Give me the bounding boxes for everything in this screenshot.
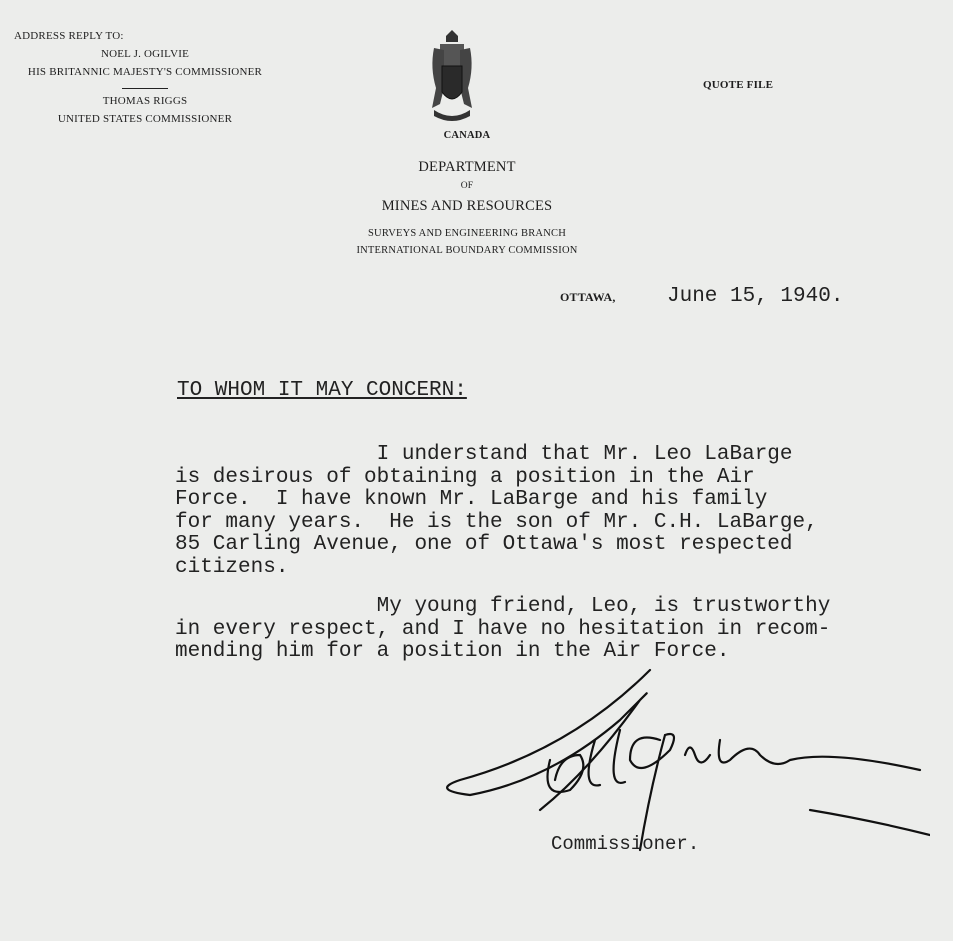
city-label: OTTAWA, bbox=[560, 290, 616, 304]
country-label: CANADA bbox=[443, 130, 491, 141]
body-line: for many years. He is the son of Mr. C.H. LaBarge, bbox=[175, 510, 818, 534]
ministry-label: MINES AND RESOURCES bbox=[381, 198, 553, 214]
body-line: is desirous of obtaining a position in the Air bbox=[175, 465, 755, 489]
paragraph-2 bbox=[175, 596, 830, 664]
file-note: QUOTE FILE bbox=[703, 79, 774, 91]
body-line: Force. I have known Mr. LaBarge and his family bbox=[175, 488, 768, 511]
commission-label: INTERNATIONAL BOUNDARY COMMISSION bbox=[356, 245, 578, 256]
commissioner2-title: UNITED STATES COMMISSIONER bbox=[57, 113, 233, 125]
of-label: OF bbox=[460, 181, 474, 191]
salutation: TO WHOM IT MAY CONCERN: bbox=[177, 379, 467, 402]
body-line: 85 Carling Avenue, one of Ottawa's most respected bbox=[175, 533, 793, 556]
commissioner1-name: NOEL J. OGILVIE bbox=[100, 48, 190, 60]
commissioner2-name: THOMAS RIGGS bbox=[102, 95, 188, 107]
commissioner1-title: HIS BRITANNIC MAJESTY'S COMMISSIONER bbox=[27, 66, 263, 78]
body-line: in every respect, and I have no hesitation in recom- bbox=[175, 617, 831, 641]
address-label: ADDRESS REPLY TO: bbox=[14, 30, 124, 42]
divider bbox=[122, 88, 168, 89]
signature bbox=[430, 660, 930, 860]
department-label: DEPARTMENT bbox=[418, 159, 516, 175]
closing-title: Commissioner. bbox=[551, 833, 700, 855]
body-line: My young friend, Leo, is trustworthy bbox=[175, 595, 831, 618]
body-line: I understand that Mr. Leo LaBarge bbox=[175, 443, 793, 466]
paragraph-1 bbox=[175, 444, 818, 579]
letter-date: June 15, 1940. bbox=[667, 285, 844, 308]
body-line: citizens. bbox=[175, 555, 289, 579]
coat-of-arms-icon bbox=[430, 28, 474, 126]
body-line: mending him for a position in the Air Force. bbox=[175, 640, 730, 663]
branch-label: SURVEYS AND ENGINEERING BRANCH bbox=[368, 228, 566, 239]
